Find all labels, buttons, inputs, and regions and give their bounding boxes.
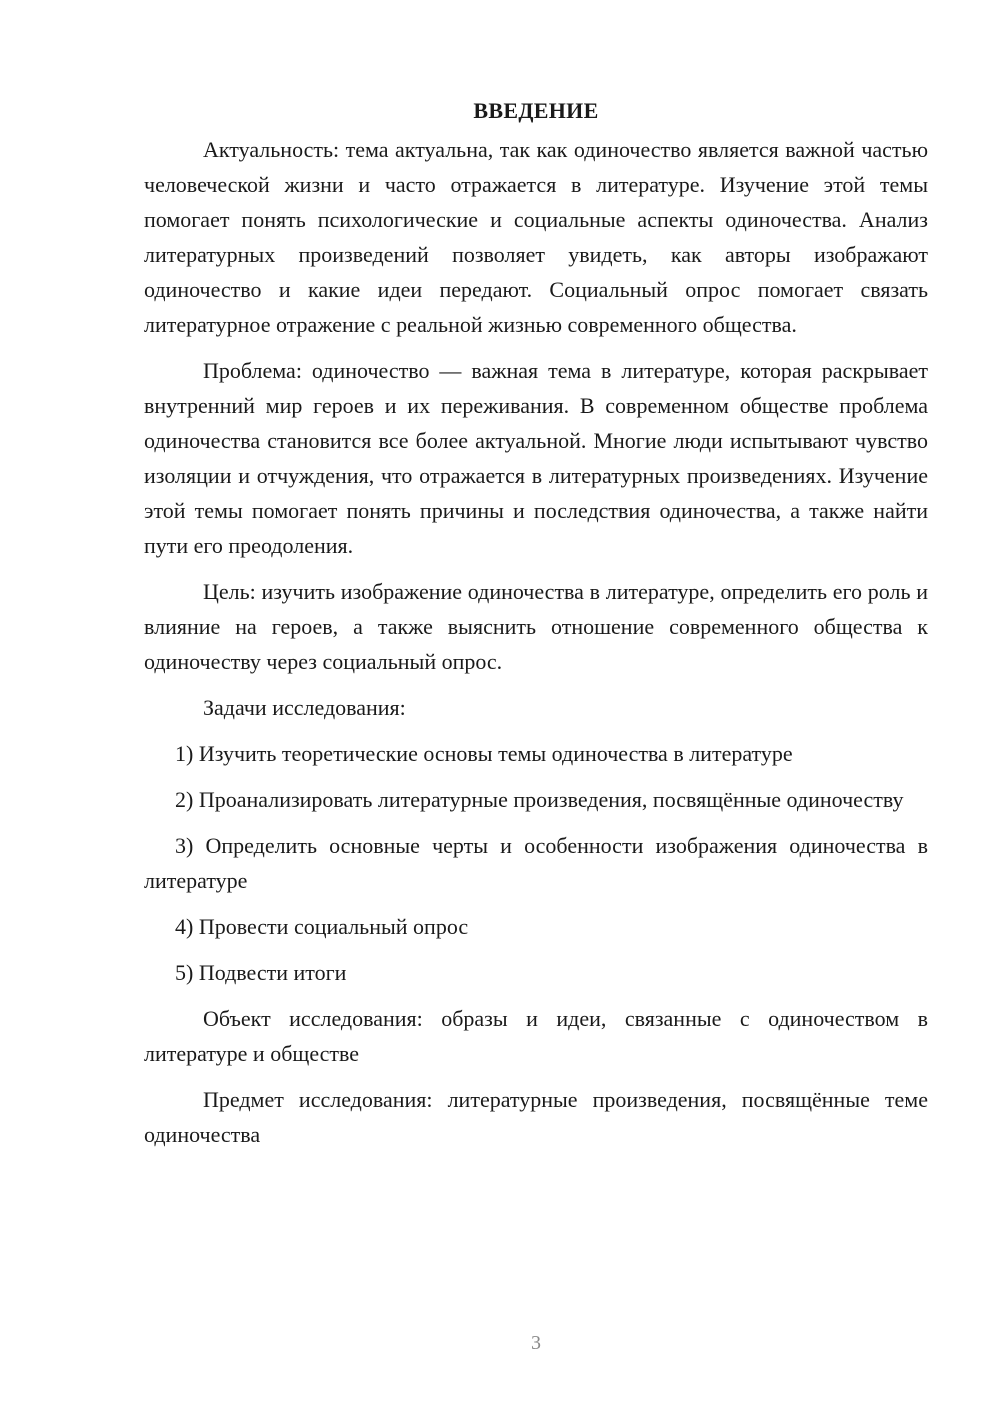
subject-paragraph: Предмет исследования: литературные произведения, посвящённые теме одиночества xyxy=(144,1087,928,1147)
task-item-2: 2) Проанализировать литературные произведения, посвящённые одиночеству xyxy=(175,787,904,812)
task-item-4: 4) Провести социальный опрос xyxy=(175,914,469,939)
object-paragraph: Объект исследования: образы и идеи, связанные с одиночеством в литературе и обществе xyxy=(144,1006,928,1066)
problem-paragraph: Проблема: одиночество — важная тема в литературе, которая раскрывает внутренний мир героев и их переживания. В современном обществе проблема одиночества становится все более актуальной. Многие люди испытывают чувство изоляции и отчуждения, что отражается в литературных произведениях. Изучение этой темы помогает понять причины и последствия одиночества, а также найти пути его преодоления. xyxy=(144,358,928,558)
page-number: 3 xyxy=(531,1332,541,1354)
task-item-5: 5) Подвести итоги xyxy=(175,960,347,985)
task-item-3: 3) Определить основные черты и особенности изображения одиночества в литературе xyxy=(144,833,928,893)
goal-paragraph: Цель: изучить изображение одиночества в литературе, определить его роль и влияние на героев, а также выяснить отношение современного общества к одиночеству через социальный опрос. xyxy=(144,579,928,674)
section-title: ВВЕДЕНИЕ xyxy=(473,98,599,123)
task-item-1: 1) Изучить теоретические основы темы одиночества в литературе xyxy=(175,741,793,766)
tasks-heading: Задачи исследования: xyxy=(203,695,406,720)
document-page xyxy=(144,96,928,1152)
relevance-paragraph: Актуальность: тема актуальна, так как одиночество является важной частью человеческой жизни и часто отражается в литературе. Изучение этой темы помогает понять психологические и социальные аспекты одиночества. Анализ литературных произведений позволяет увидеть, как авторы изображают одиночество и какие идеи передают. Социальный опрос помогает связать литературное отражение с реальной жизнью современного общества. xyxy=(144,137,928,337)
